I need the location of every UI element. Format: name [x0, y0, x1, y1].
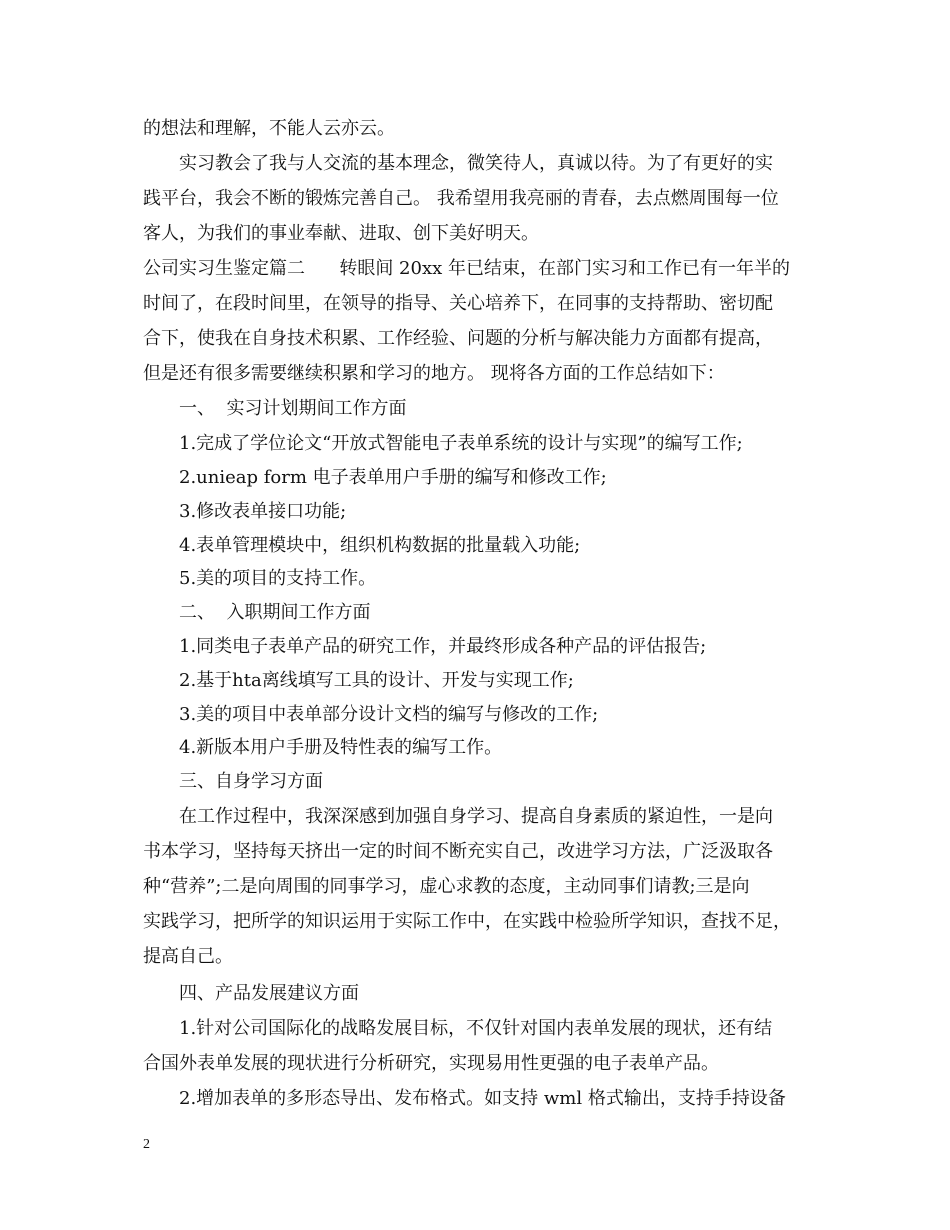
paragraph-line: 实践学习，把所学的知识运用于实际工作中，在实践中检验所学知识，查找不足，: [143, 911, 791, 932]
list-item: 1.同类电子表单产品的研究工作，并最终形成各种产品的评估报告;: [179, 636, 707, 657]
list-item: 1.完成了学位论文“开放式智能电子表单系统的设计与实现”的编写工作;: [179, 433, 743, 454]
section-heading: 三、自身学习方面: [179, 771, 323, 792]
section-heading: 一、 实习计划期间工作方面: [179, 398, 407, 419]
paragraph-line: 合下，使我在自身技术积累、工作经验、问题的分析与解决能力方面都有提高，: [143, 328, 773, 349]
paragraph-line: 时间了，在段时间里，在领导的指导、关心培养下，在同事的支持帮助、密切配: [143, 293, 773, 314]
list-item: 3.修改表单接口功能;: [179, 501, 347, 522]
list-item: 4.新版本用户手册及特性表的编写工作。: [179, 737, 503, 758]
paragraph-line: 实习教会了我与人交流的基本理念，微笑待人，真诚以待。为了有更好的实: [179, 153, 773, 174]
paragraph-line: 提高自己。: [143, 946, 233, 967]
section-heading: 四、产品发展建议方面: [179, 983, 359, 1004]
paragraph-line: 但是还有很多需要继续积累和学习的地方。 现将各方面的工作总结如下：: [143, 363, 725, 384]
section-title-line: 公司实习生鉴定篇二 转眼间 20xx 年已结束，在部门实习和工作已有一年半的: [143, 258, 790, 279]
paragraph-line: 在工作过程中，我深深感到加强自身学习、提高自身素质的紧迫性，一是向: [179, 806, 773, 827]
paragraph-line: 种“营养”;二是向周围的同事学习，虚心求教的态度，主动同事们请教;三是向: [143, 876, 750, 897]
list-item: 4.表单管理模块中，组织机构数据的批量载入功能;: [179, 535, 581, 556]
paragraph-line: 合国外表单发展的现状进行分析研究，实现易用性更强的电子表单产品。: [143, 1053, 719, 1074]
section-heading: 二、 入职期间工作方面: [179, 602, 371, 623]
page-number: 2: [143, 1137, 150, 1152]
paragraph-line: 书本学习，坚持每天挤出一定的时间不断充实自己，改进学习方法，广泛汲取各: [143, 841, 773, 862]
paragraph-line: 1.针对公司国际化的战略发展目标，不仅针对国内表单发展的现状，还有结: [179, 1018, 773, 1039]
paragraph-line: 践平台，我会不断的锻炼完善自己。 我希望用我亮丽的青春，去点燃周围每一位: [143, 188, 779, 209]
list-item: 2.基于hta离线填写工具的设计、开发与实现工作;: [179, 670, 574, 691]
paragraph-line: 的想法和理解，不能人云亦云。: [143, 118, 395, 139]
paragraph-line: 客人，为我们的事业奉献、进取、创下美好明天。: [143, 223, 539, 244]
list-item: 5.美的项目的支持工作。: [179, 568, 377, 589]
list-item: 3.美的项目中表单部分设计文档的编写与修改的工作;: [179, 704, 599, 725]
paragraph-line: 2.增加表单的多形态导出、发布格式。如支持 wml 格式输出，支持手持设备: [179, 1088, 786, 1109]
list-item: 2.unieap form 电子表单用户手册的编写和修改工作;: [179, 467, 607, 488]
